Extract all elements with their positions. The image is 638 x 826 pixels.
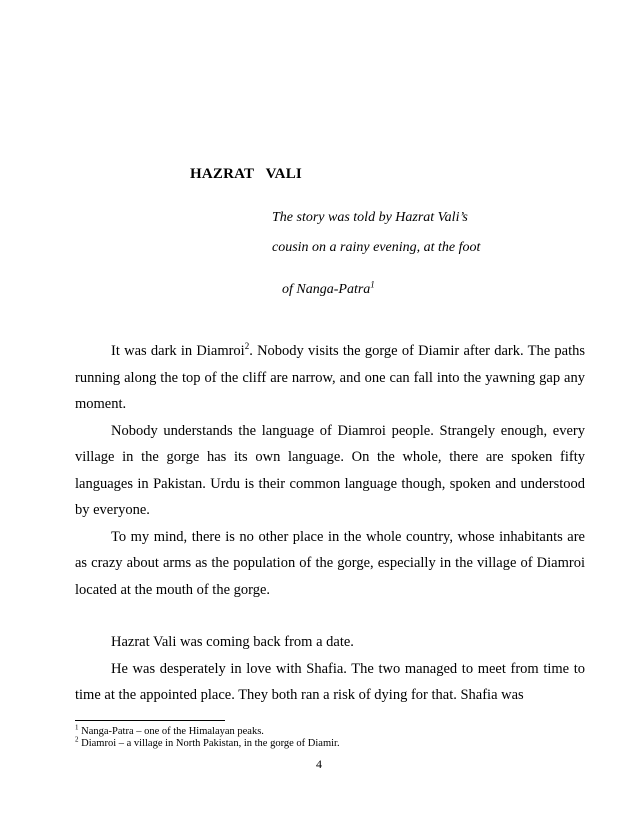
footnote-1-text: Nanga-Patra – one of the Himalayan peaks. xyxy=(78,726,264,737)
paragraph-1 xyxy=(75,338,585,418)
footnote-ref-1: 1 xyxy=(370,279,375,290)
footnote-ref-2: 2 xyxy=(244,341,250,352)
epigraph-line-1: The story was told by Hazrat Vali’s xyxy=(272,210,468,225)
paragraph-2: Nobody understands the language of Diamroi people. Strangely enough, every village in the gorge has its own language. On the whole, there are spoken fifty languages in Pakistan. Urdu is their common language though, spoken and understood by everyone. xyxy=(75,422,585,518)
epigraph-line-3 xyxy=(282,279,375,298)
footnote-2-number: 2 xyxy=(75,735,79,744)
epigraph-line-3-text: of Nanga-Patra xyxy=(282,282,371,297)
paragraph-1-start: It was dark in Diamroi xyxy=(111,343,245,359)
page-number: 4 xyxy=(316,757,322,771)
paragraph-4: Hazrat Vali was coming back from a date. xyxy=(111,634,354,650)
paragraph-3: To my mind, there is no other place in the whole country, whose inhabitants are as crazy about arms as the population of the gorge, especially in the village of Diamroi located at the mouth of the gorge. xyxy=(75,528,585,598)
paragraph-1-rest: . Nobody visits the gorge of Diamir after dark. The paths running along the top of the cliff are narrow, and one can fall into the yawning gap any moment. xyxy=(75,343,585,412)
footnote-1 xyxy=(75,723,340,738)
chapter-title: HAZRAT VALI xyxy=(190,166,302,182)
paragraph-5: He was desperately in love with Shafia. The two managed to meet from time to time at the appointed place. They both ran a risk of dying for that. Shafia was xyxy=(75,660,585,703)
epigraph-line-2: cousin on a rainy evening, at the foot xyxy=(272,240,481,255)
footnote-1-number: 1 xyxy=(75,723,79,732)
footnote-2 xyxy=(75,735,340,750)
footnote-separator xyxy=(75,720,225,721)
footnotes xyxy=(75,723,340,750)
footnote-2-text: Diamroi – a village in North Pakistan, in the gorge of Diamir. xyxy=(78,738,340,749)
body-text xyxy=(75,338,585,709)
